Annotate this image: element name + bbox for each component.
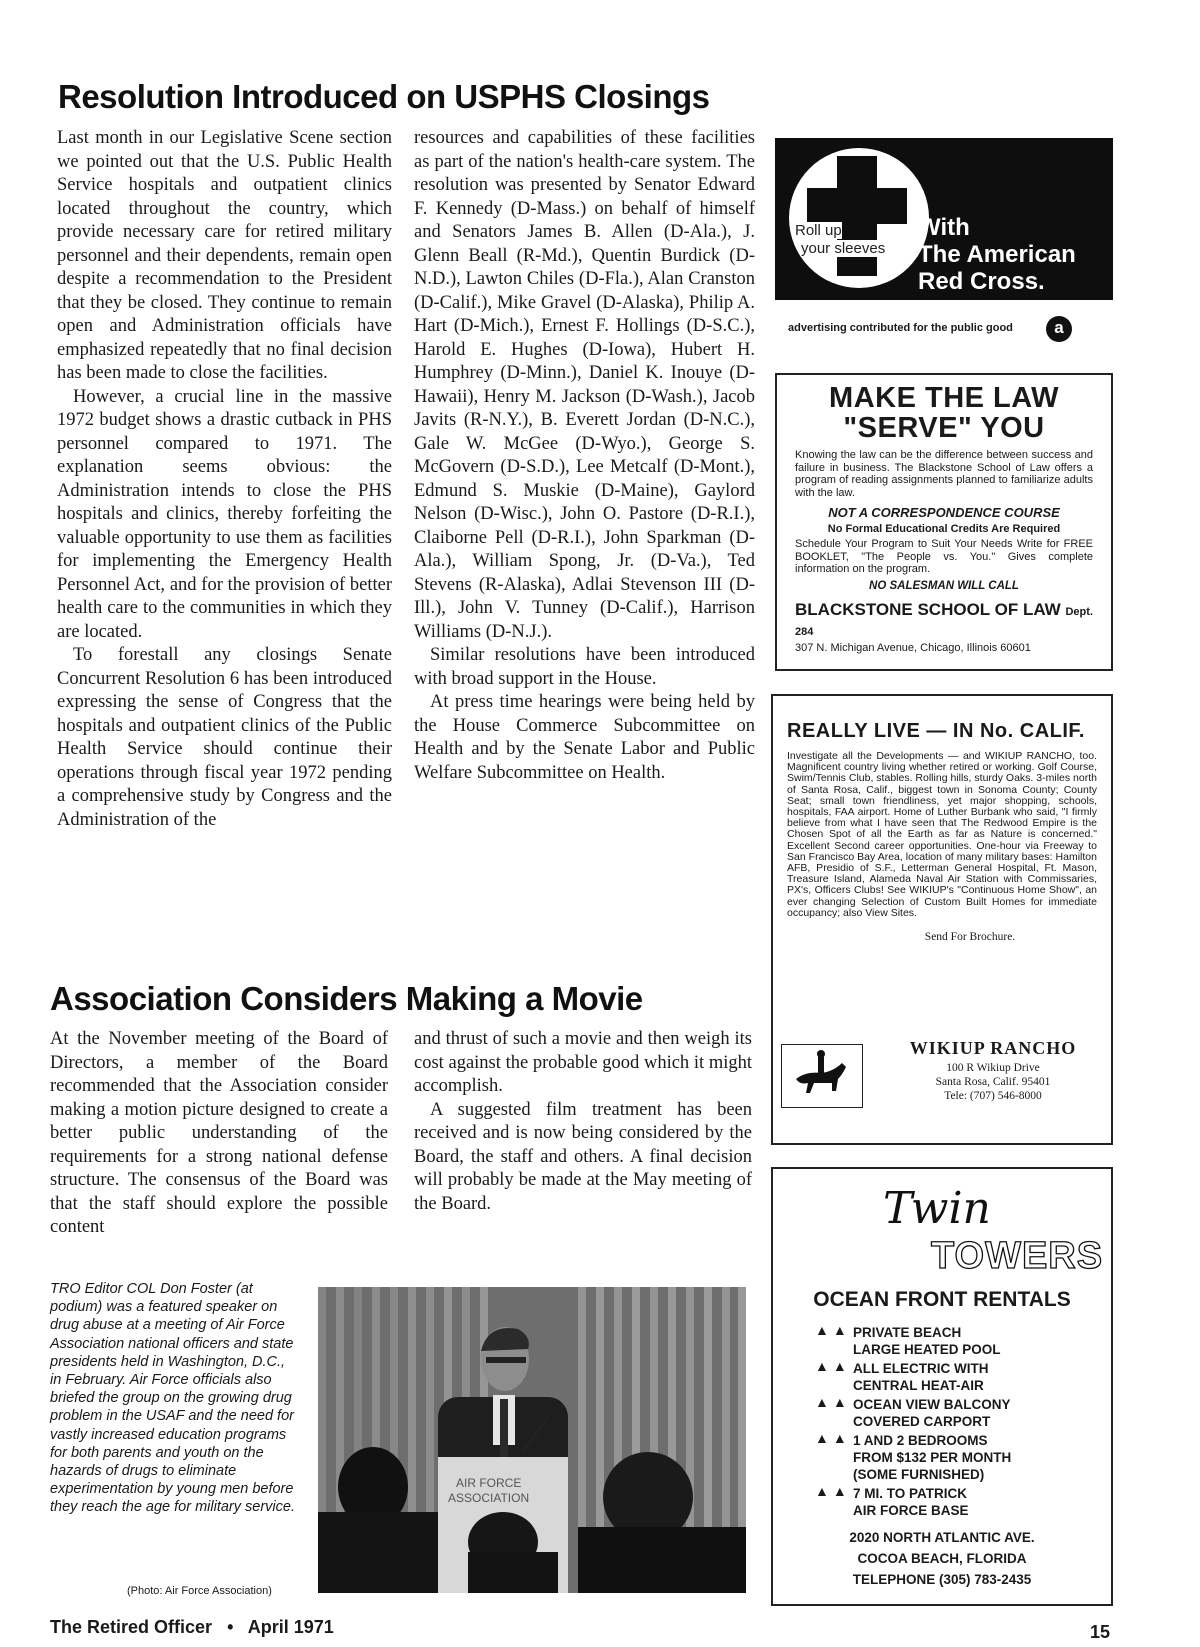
ad-text xyxy=(918,214,1076,295)
feature-list xyxy=(791,1324,1093,1519)
ad-subhead: NOT A CORRESPONDENCE COURSE xyxy=(828,505,1060,520)
horse-rider-icon xyxy=(781,1044,863,1108)
page-footer xyxy=(50,1617,334,1638)
ranch-street: 100 R Wikiup Drive xyxy=(946,1062,1040,1074)
feature-item xyxy=(815,1432,1093,1483)
ad-body: Investigate all the Developments — and WIKIUP RANCHO, too. Magnificent country living whether retired or working. Golf Course, Swim/Tennis Club, stables. Rolling hills, sturdy Oaks. 3-miles north of Santa Rosa, Calif., biggest town in Sonoma County; County Seat; small town friendliness, yet major shopping, schools, hospitals, FAA airport. Home of Luther Burbank who said, "I firmly believe from what I have seen that The Redwood Empire is the Chosen Spot of all the Earth as far as Nature is concerned." Excellent Second career opportunities. One-hour via Freeway to San Francisco Bay Area, location of many military bases: Hamilton AFB, Presidio of S.F., Letterman General Hospital, Ft. Mason, Treasure Island, Alameda Naval Air Station with Commissaries, PX's, Officers Clubs! See WIKIUP's "Continuous Home Show", an ever changing Selection of Custom Built Homes for immediate occupancy; also View Sites. xyxy=(787,750,1097,919)
podium-text: AIR FORCE xyxy=(456,1476,522,1490)
feature-item xyxy=(815,1324,1093,1358)
paragraph: To forestall any closings Senate Concurrent Resolution 6 has been introduced expressing the sense of Congress that the hospitals and outpatient clinics of the Public Health Service should continue their operations through fiscal year 1972 pending a comprehensive study by Congress and the Administration of the xyxy=(57,645,392,830)
feature-text: OCEAN VIEW BALCONY xyxy=(853,1397,1011,1412)
feature-text: LARGE HEATED POOL xyxy=(853,1342,1001,1357)
feature-text: CENTRAL HEAT-AIR xyxy=(853,1378,984,1393)
feature-item xyxy=(815,1396,1093,1430)
feature-text: ALL ELECTRIC WITH xyxy=(853,1361,989,1376)
bullet: • xyxy=(227,1617,234,1637)
ad-line: The American xyxy=(918,241,1076,268)
ad-headline: REALLY LIVE — IN No. CALIF. xyxy=(787,720,1085,742)
page-number: 15 xyxy=(1090,1622,1111,1642)
photo-illustration xyxy=(318,1287,746,1593)
triangle-icon: ▲▲ xyxy=(815,1485,851,1500)
paragraph: At the November meeting of the Board of Directors, a member of the Board recommended that the Association consider making a motion picture designed to create a better public understanding of the requirements for a strong national defense structure. The consensus of the Board was that the staff should explore the possible content xyxy=(50,1029,388,1237)
article-column-2 xyxy=(414,127,755,785)
address-line: COCOA BEACH, FLORIDA xyxy=(857,1551,1027,1566)
ranch-name: WIKIUP RANCHO xyxy=(909,1038,1077,1058)
paragraph: However, a crucial line in the massive 1972 budget shows a drastic cutback in PHS personnel compared to 1971. The explanation seems obvious: the Administration intends to close the PHS hospitals and clinics, thereby forfeiting the valuable opportunity to use them as facilities for implementing the Emergency Health Personnel Act, and for the provision of better health care to the communities in which they are located. xyxy=(57,386,392,642)
ad-address: 307 N. Michigan Avenue, Chicago, Illinois 60601 xyxy=(795,641,1031,654)
feature-text: PRIVATE BEACH xyxy=(853,1325,962,1340)
event-photo xyxy=(318,1287,746,1593)
paragraph: and thrust of such a movie and then weigh its cost against the probable good which it might accomplish. xyxy=(414,1029,752,1096)
article-column-2 xyxy=(414,1028,752,1216)
logo-block: TOWERS xyxy=(931,1235,1104,1277)
ad-council-credit: advertising contributed for the public good xyxy=(788,322,1013,334)
triangle-icon: ▲▲ xyxy=(815,1396,851,1411)
paragraph: At press time hearings were being held by the House Commerce Subcommittee on Health and by the Senate Labor and Public Welfare Subcommittee on Health. xyxy=(414,692,755,783)
ad-headline xyxy=(795,383,1093,443)
triangle-icon: ▲▲ xyxy=(815,1360,851,1375)
feature-text: FROM $132 PER MONTH xyxy=(853,1450,1012,1465)
red-cross-ad xyxy=(775,138,1113,300)
publication-name: The Retired Officer xyxy=(50,1617,213,1637)
cross-emblem-circle xyxy=(789,148,929,288)
ad-line: Red Cross. xyxy=(918,268,1045,295)
twin-towers-ad xyxy=(771,1167,1113,1606)
logo-script: Twin xyxy=(883,1183,991,1234)
ranch-city: Santa Rosa, Calif. 95401 xyxy=(935,1076,1051,1088)
ad-body: Schedule Your Program to Suit Your Needs Write for FREE BOOKLET, "The People vs. You." Gives complete information on the program. xyxy=(795,538,1093,575)
issue-date: April 1971 xyxy=(247,1617,334,1637)
ranch-phone: Tele: (707) 546-8000 xyxy=(944,1090,1042,1102)
ad-tagline: your sleeves xyxy=(801,240,886,257)
school-name: BLACKSTONE SCHOOL OF LAW xyxy=(795,599,1061,619)
blackstone-ad xyxy=(775,373,1113,671)
article-title: Association Considers Making a Movie xyxy=(50,980,643,1017)
ad-headline: OCEAN FRONT RENTALS xyxy=(813,1288,1071,1311)
triangle-icon: ▲▲ xyxy=(815,1324,851,1339)
ad-credits: No Formal Educational Credits Are Required xyxy=(827,523,1061,535)
feature-item xyxy=(815,1485,1093,1519)
feature-text: (SOME FURNISHED) xyxy=(853,1467,985,1482)
ad-headline-line: "SERVE" YOU xyxy=(843,412,1045,444)
wikiup-ad xyxy=(771,694,1113,1145)
article-column-1 xyxy=(57,127,392,832)
paragraph: A suggested film treatment has been received and is now being considered by the Board, the staff and others. A final decision will probably be made at the May meeting of the Board. xyxy=(414,1099,752,1214)
dept: Dept. 284 xyxy=(795,605,1093,638)
article-title: Resolution Introduced on USPHS Closings xyxy=(58,78,710,115)
podium-text: ASSOCIATION xyxy=(448,1491,530,1505)
paragraph: resources and capabilities of these facilities as part of the nation's health-care system. The resolution was presented by Senator Edward F. Kennedy (D-Mass.) on behalf of himself and Senators James B. Allen (D-Ala.), J. Glenn Beall (R-Md.), Quentin Burdick (D-N.D.), Lawton Chiles (D-Fla.), Alan Cranston (D-Calif.), Mike Gravel (D-Alaska), Philip A. Hart (D-Mich.), Ernest F. Hollings (D-S.C.), Harold E. Hughes (D-Iowa), Hubert H. Humphrey (D-Minn.), Daniel K. Inouye (D-Hawaii), Henry M. Jackson (D-Wash.), Jacob Javits (R-N.Y.), B. Everett Jordan (D-N.C.), Gale W. McGee (D-Wyo.), George S. McGovern (D-S.D.), Lee Metcalf (D-Mont.), Edmund S. Muskie (D-Maine), Gaylord Nelson (D-Wisc.), John O. Pastore (D-R.I.), Claiborne Pell (D-R.I.), John Sparkman (D-Ala.), William Spong, Jr. (D-Va.), Ted Stevens (R-Alaska), Adlai Stevenson III (D-Ill.), John V. Tunney (D-Calif.), Harrison Williams (D-N.J.). xyxy=(414,128,755,642)
ad-school-name xyxy=(795,600,1093,640)
feature-item xyxy=(815,1360,1093,1394)
photo-caption: TRO Editor COL Don Foster (at podium) was a featured speaker on drug abuse at a meeting of Air Force Association national officers and state presidents held in Washington, D.C., in February. Air Force officials also briefed the group on the growing drug problem in the USAF and the need for vastly increased education programs for both parents and youth on the hazards of drugs to eliminate experimentation by young men before they reach the age for military service. xyxy=(50,1281,295,1516)
ad-line: With xyxy=(918,214,970,241)
paragraph: Similar resolutions have been introduced with broad support in the House. xyxy=(414,645,755,689)
triangle-icon: ▲▲ xyxy=(815,1432,851,1447)
photo-credit: (Photo: Air Force Association) xyxy=(127,1585,272,1597)
ad-no-salesman: NO SALESMAN WILL CALL xyxy=(869,579,1019,592)
address-line: 2020 NORTH ATLANTIC AVE. xyxy=(849,1530,1035,1545)
ad-council-logo-icon: a xyxy=(1046,316,1072,342)
ad-tagline: Roll up xyxy=(795,222,842,239)
ad-address xyxy=(791,1527,1093,1590)
feature-text: AIR FORCE BASE xyxy=(853,1503,969,1518)
cross-icon xyxy=(807,188,907,224)
feature-text: 1 AND 2 BEDROOMS xyxy=(853,1433,988,1448)
address-line: TELEPHONE (305) 783-2435 xyxy=(852,1572,1032,1587)
article-column-1 xyxy=(50,1028,388,1240)
ad-logo xyxy=(791,1179,1104,1284)
ad-body: Knowing the law can be the difference between success and failure in business. The Blackstone School of Law offers a program of reading assignments planned to familiarize adults with the law. xyxy=(795,449,1093,499)
ad-contact xyxy=(883,1038,1103,1102)
feature-text: COVERED CARPORT xyxy=(853,1414,991,1429)
ad-send-brochure: Send For Brochure. xyxy=(924,931,1016,944)
paragraph: Last month in our Legislative Scene section we pointed out that the U.S. Public Health Service hospitals and outpatient clinics located throughout the country, which provide necessary care for retired military personnel and their dependents, remain open despite a recommendation to the President that they be closed. They continue to remain open and Administration officials have emphasized repeatedly that no final decision has been made to close the facilities. xyxy=(57,128,392,383)
ad-headline-line: MAKE THE LAW xyxy=(829,382,1059,414)
feature-text: 7 MI. TO PATRICK xyxy=(853,1486,968,1501)
